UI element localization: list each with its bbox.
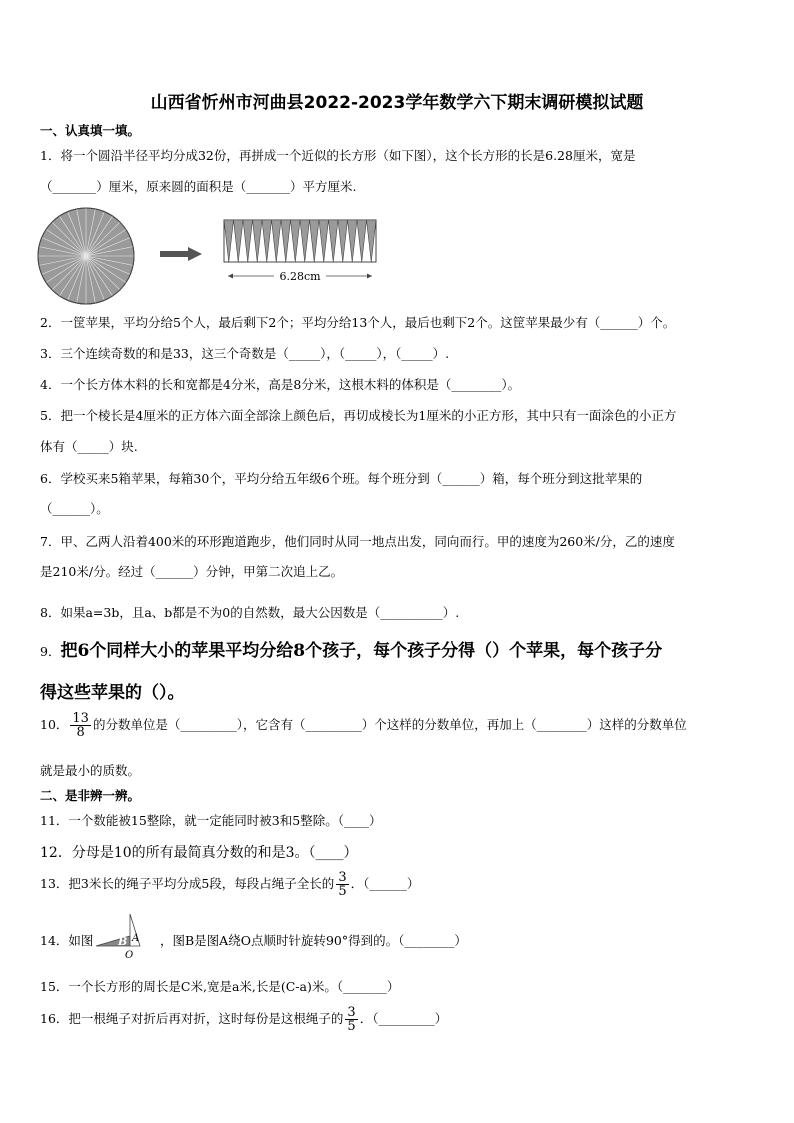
- label-a: A: [132, 933, 140, 944]
- question-9-line-2: 得这些苹果的（）。: [40, 683, 185, 703]
- question-4: 4．一个长方体木料的长和宽都是4分米，高是8分米，这根木料的体积是（________）。: [40, 377, 521, 392]
- question-10-line-2: 就是最小的质数。: [40, 763, 141, 778]
- question-13-answer: ．（______）: [350, 876, 420, 891]
- question-13: [40, 871, 419, 898]
- fraction-numerator: 3: [347, 1005, 356, 1020]
- fraction-numerator: 3: [338, 870, 347, 885]
- section-heading-true-false: 二、是非辨一辨。: [40, 788, 141, 803]
- question-11: 11．一个数能被15整除，就一定能同时被3和5整除。（____）: [40, 813, 382, 828]
- right-arrow-icon: [160, 247, 202, 261]
- section-heading-fill: 一、认真填一填。: [40, 123, 141, 138]
- question-15: 15．一个长方形的周长是C米,宽是a米,长是(C-a)米。（_______）: [40, 979, 400, 994]
- question-6-line-1: 6．学校买来5箱苹果，每箱30个，平均分给五年级6个班。每个班分到（______）箱，每个班分到这批苹果的: [40, 471, 643, 486]
- label-o: O: [125, 950, 134, 960]
- question-3: 3．三个连续奇数的和是33，这三个奇数是（_____），（_____），（_____）.: [40, 346, 450, 361]
- question-12: 12．分母是10的所有最简真分数的和是3。（____）: [40, 845, 358, 861]
- label-b: B: [118, 935, 128, 948]
- question-9-number: 9．: [40, 644, 61, 659]
- question-7-line-2: 是210米/分。经过（______）分钟，甲第二次追上乙。: [40, 564, 344, 579]
- question-8: 8．如果a=3b，且a、b都是不为0的自然数，最大公因数是（__________）.: [40, 605, 460, 620]
- fraction-numerator: 13: [72, 711, 89, 726]
- question-1-line-1: 1．将一个圆沿半径平均分成32份，再拼成一个近似的长方形（如下图），这个长方形的长是6.28厘米，宽是: [40, 148, 636, 163]
- fraction-denominator: 5: [338, 884, 347, 899]
- question-2: 2．一筐苹果，平均分给5个人，最后剩下2个；平均分给13个人，最后也剩下2个。这筐苹果最少有（______）个。: [40, 315, 676, 330]
- question-10-line-1: [40, 712, 687, 739]
- fraction-3-5-b: [345, 1006, 357, 1033]
- question-13-text: 13．把3米长的绳子平均分成5段，每段占绳子全长的: [40, 876, 335, 891]
- fraction-3-5: [336, 871, 348, 898]
- question-9-line-1: [40, 636, 662, 661]
- question-7-line-1: 7．甲、乙两人沿着400米的环形跑道跑步，他们同时从同一地点出发，同向而行。甲的速度为260米/分，乙的速度: [40, 534, 675, 549]
- question-6-line-2: （______）。: [40, 501, 109, 516]
- question-16-answer: ．（_________）: [359, 1011, 448, 1026]
- fraction-denominator: 5: [347, 1019, 356, 1034]
- question-16: [40, 1006, 447, 1033]
- fraction-13-8: [70, 712, 91, 739]
- question-5-line-1: 5．把一个棱长是4厘米的正方体六面全部涂上颜色后，再切成棱长为1厘米的小正方形，其中只有一面涂色的小正方: [40, 408, 677, 423]
- approx-rectangle-figure: [222, 218, 380, 286]
- question-14: [40, 931, 93, 949]
- fraction-denominator: 8: [76, 725, 85, 740]
- page-title: 山西省忻州市河曲县2022-2023学年数学六下期末调研模拟试题: [150, 93, 644, 113]
- question-1-line-2: （_______）厘米，原来圆的面积是（_______）平方厘米.: [40, 179, 357, 194]
- length-label: 6.28cm: [279, 270, 321, 283]
- question-14-text: 14．如图: [40, 933, 94, 948]
- question-16-text: 16．把一根绳子对折后再对折，这时每份是这根绳子的: [40, 1011, 344, 1026]
- question-5-line-2: 体有（_____）块.: [40, 439, 138, 454]
- question-10-text: 的分数单位是（_________），它含有（_________）个这样的分数单位，再加上（________）这样的分数单位: [92, 717, 687, 732]
- question-10-number: 10．: [40, 717, 69, 732]
- question-9-text: 把6个同样大小的苹果平均分给8个孩子，每个孩子分得（）个苹果，每个孩子分: [60, 641, 663, 661]
- divided-circle-figure: [36, 206, 136, 306]
- question-14-tail: ，图B是图A绕O点顺时针旋转90°得到的。（________）: [160, 933, 467, 948]
- rotated-triangles-figure: [94, 912, 156, 960]
